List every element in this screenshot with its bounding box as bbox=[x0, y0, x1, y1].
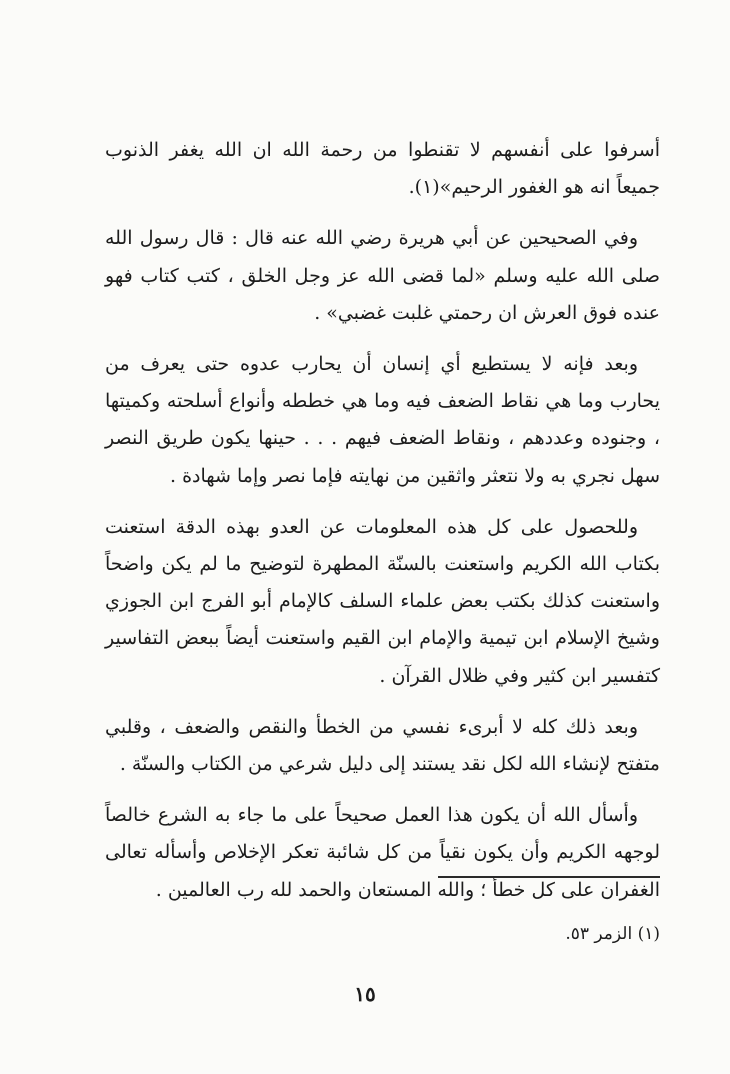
paragraph-know-enemy: وبعد فإنه لا يستطيع أي إنسان أن يحارب عدوه حتى يعرف من يحارب وما هي نقاط الضعف فيه وما هي خططه وأنواع أسلحته وكميتها ، وجنوده وعددهم ، ونقاط الضعف فيهم . . . حينها يكون طريق النصر سهل نجري به ولا نتعثر واثقين من نهايته فإما نصر وإما شهادة . bbox=[105, 353, 660, 487]
footnote-separator bbox=[438, 876, 660, 878]
paragraph-hadith: وفي الصحيحين عن أبي هريرة رضي الله عنه قال : قال رسول الله صلى الله عليه وسلم «لما قضى الله عز وجل الخلق ، كتب كتاب فهو عنده فوق العرش ان رحمتي غلبت غضبي» . bbox=[105, 227, 660, 324]
paragraph-closing-prayer: وأسأل الله أن يكون هذا العمل صحيحاً على ما جاء به الشرع خالصاً لوجهه الكريم وأن يكون نقياً من كل شائبة تعكر الإخلاص وأسأله تعالى الغفران على كل خطأ ؛ والله المستعان والحمد لله رب العالمين . bbox=[105, 804, 660, 901]
paragraph-sources: وللحصول على كل هذه المعلومات عن العدو بهذه الدقة استعنت بكتاب الله الكريم واستعنت بالسنّة المطهرة لتوضيح ما لم يكن واضحاً واستعنت كذلك بكتب بعض علماء السلف كالإمام أبو الفرج ابن الجوزي وشيخ الإسلام ابن تيمية والإمام ابن القيم واستعنت أيضاً ببعض التفاسير كتفسير ابن كثير وفي ظلال القرآن . bbox=[105, 515, 660, 687]
body-text bbox=[105, 132, 660, 923]
paragraph-quran-verse: أسرفوا على أنفسهم لا تقنطوا من رحمة الله ان الله يغفر الذنوب جميعاً انه هو الغفور الرحيم»(١). bbox=[105, 139, 660, 199]
footnote: (١) الزمر ٥٣. bbox=[565, 924, 660, 944]
paragraph-humility: وبعد ذلك كله لا أبرىء نفسي من الخطأ والنقص والضعف ، وقلبي متفتح لإنشاء الله لكل نقد يستند إلى دليل شرعي من الكتاب والسنّة . bbox=[105, 715, 660, 776]
page-number: ١٥ bbox=[354, 982, 376, 1006]
